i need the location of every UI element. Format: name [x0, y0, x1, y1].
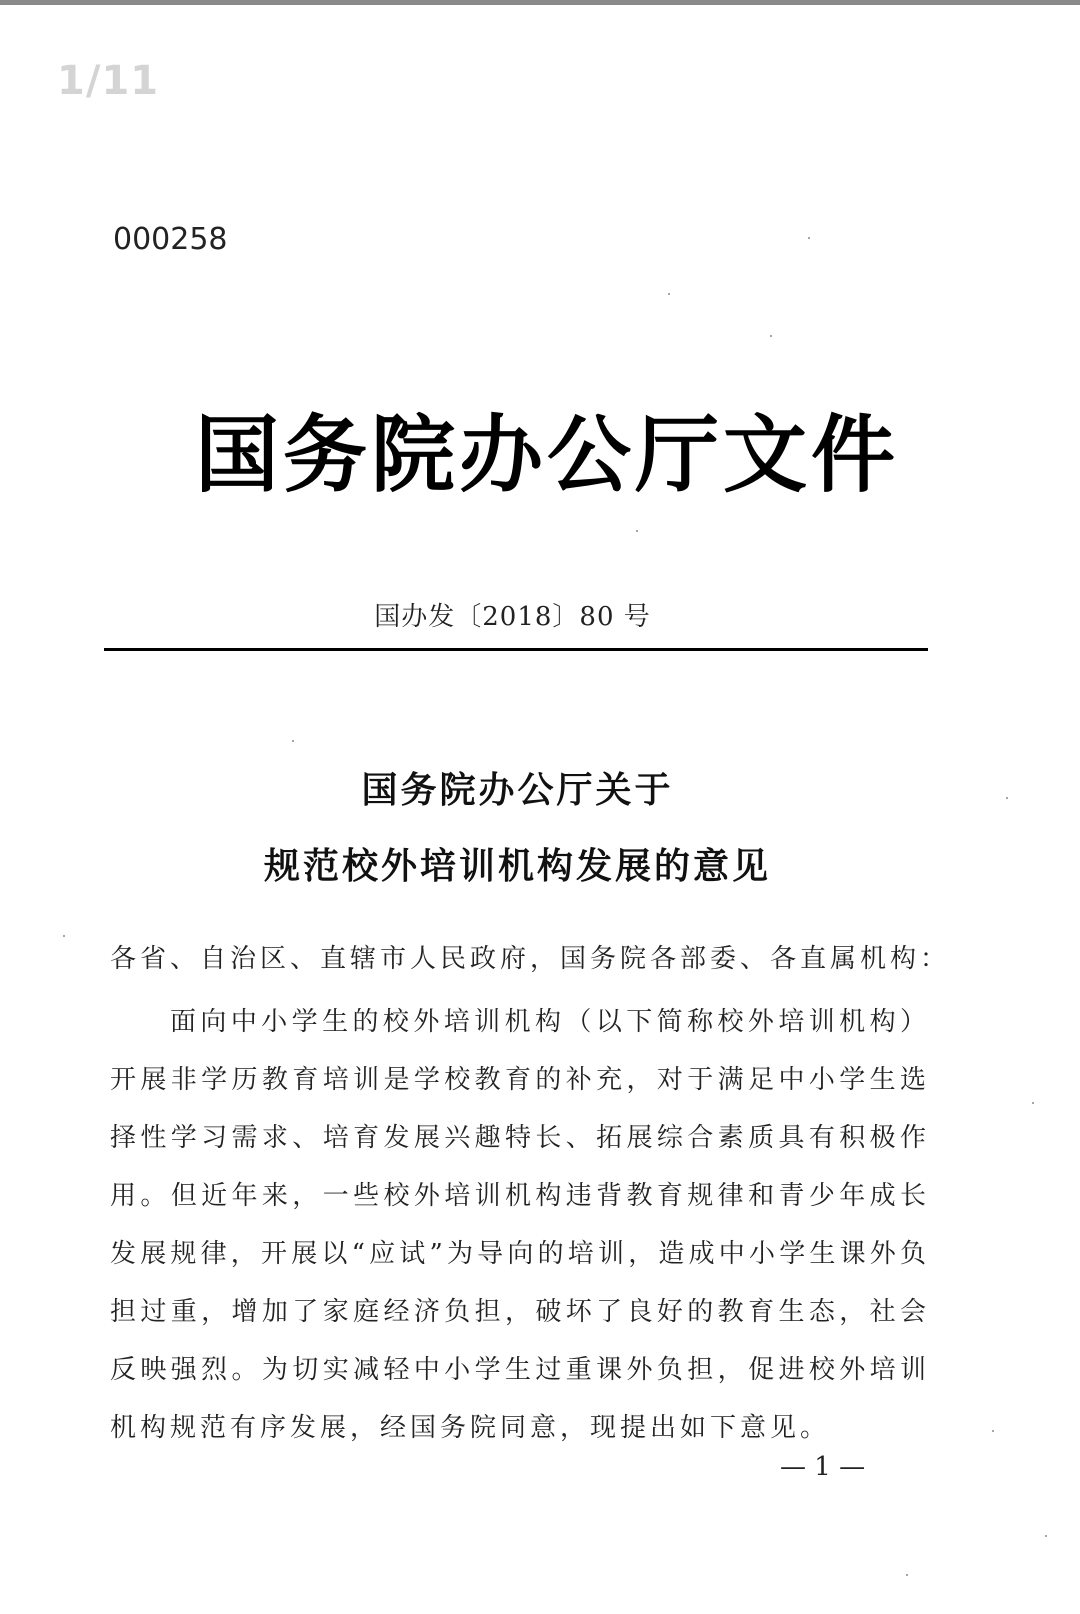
scan-speck	[808, 237, 810, 239]
page-indicator: 1/11	[57, 58, 160, 104]
addressee-line: 各省、自治区、直辖市人民政府，国务院各部委、各直属机构：	[110, 944, 951, 974]
document-masthead: 国务院办公厅文件	[195, 406, 900, 504]
scan-speck	[636, 530, 638, 532]
page-footer-number: — 1 —	[780, 1452, 866, 1482]
document-title-line-2: 规范校外培训机构发展的意见	[263, 846, 771, 887]
scan-speck	[1006, 797, 1008, 799]
scan-speck	[292, 740, 294, 742]
viewer-top-bar	[0, 0, 1080, 5]
scan-speck	[770, 335, 772, 337]
masthead-divider	[104, 648, 928, 651]
serial-number: 000258	[113, 222, 228, 257]
document-title-line-1: 国务院办公厅关于	[361, 770, 674, 811]
scan-speck	[906, 1574, 908, 1576]
body-paragraph: 面向中小学生的校外培训机构（以下简称校外培训机构）开展非学历教育培训是学校教育的补充，对于满足中小学生选择性学习需求、培育发展兴趣特长、拓展综合素质具有积极作用。但近年来，一些校外培训机构违背教育规律和青少年成长发展规律，开展以“应试”为导向的培训，造成中小学生课外负担过重，增加了家庭经济负担，破坏了良好的教育生态，社会反映强烈。为切实减轻中小学生过重课外负担，促进校外培训机构规范有序发展，经国务院同意，现提出如下意见。	[110, 1007, 930, 1443]
scan-speck	[1045, 1535, 1047, 1537]
scan-speck	[668, 293, 670, 295]
scan-speck	[1032, 1102, 1034, 1104]
document-number: 国办发〔2018〕80 号	[374, 602, 651, 632]
scan-speck	[992, 1430, 994, 1432]
scan-speck	[63, 935, 65, 937]
